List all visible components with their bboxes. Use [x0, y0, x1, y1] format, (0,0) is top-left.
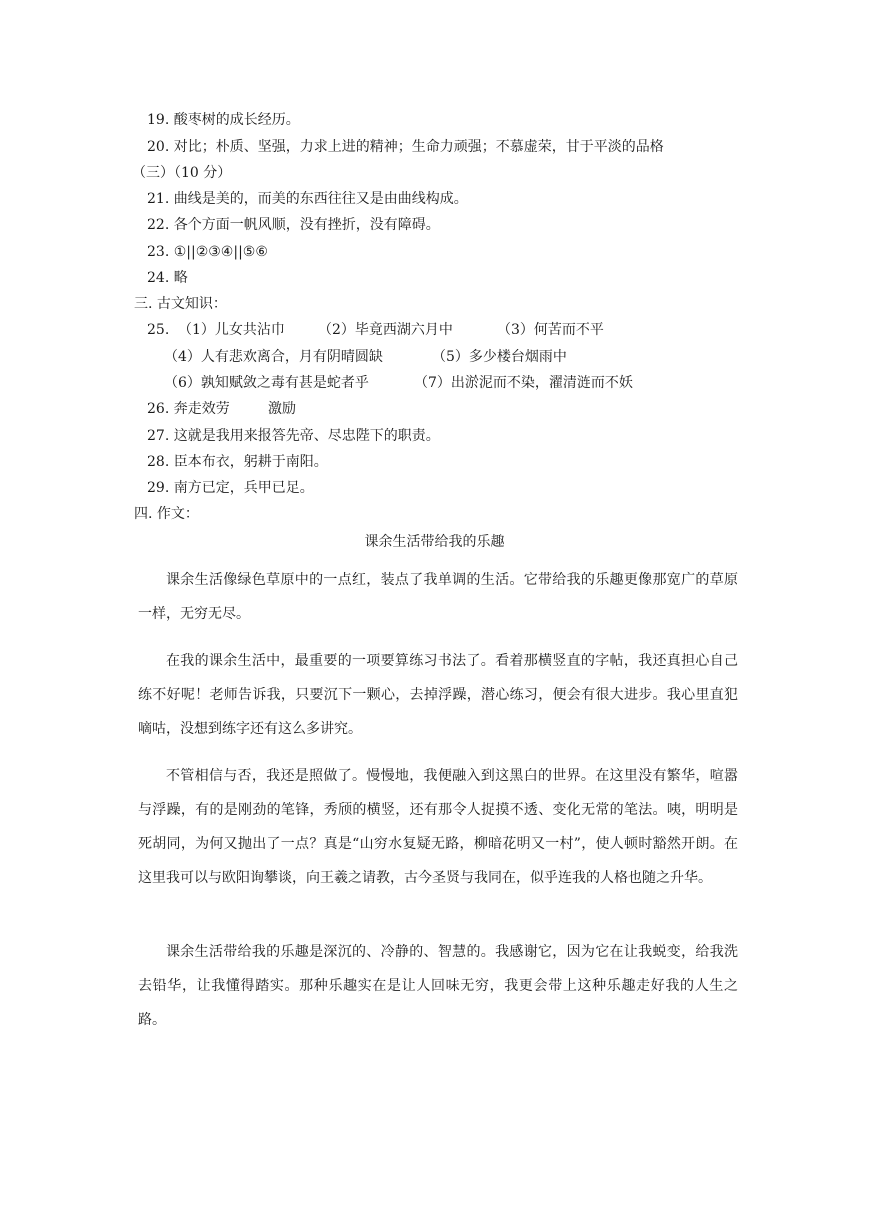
answer-21: 21. 曲线是美的，而美的东西往往又是由曲线构成。 [147, 191, 468, 207]
answer-28: 28. 臣本布衣，躬耕于南阳。 [147, 454, 328, 470]
answer-26: 26. 奔走效劳 [147, 401, 230, 417]
answer-25-item-6: （6）孰知赋敛之毒有甚是蛇者乎 [164, 375, 369, 391]
answer-27: 27. 这就是我用来报答先帝、尽忠陛下的职责。 [147, 428, 440, 444]
essay-paragraph-3: 不管相信与否，我还是照做了。慢慢地，我便融入到这黑白的世界。在这里没有繁华，喧嚣与浮躁，有的是刚劲的笔锋，秀颀的横竖，还有那令人捉摸不透、变化无常的笔法。咦，明明是死胡同，为何又抛出了一点？真是“山穷水复疑无路，柳暗花明又一村”，使人顿时豁然开朗。在这里我可以与欧阳询攀谈，向王羲之请教，古今圣贤与我同在，似乎连我的人格也随之升华。 [138, 768, 738, 886]
answer-24: 24. 略 [147, 270, 188, 286]
essay-paragraph-4: 课余生活带给我的乐趣是深沉的、冷静的、智慧的。我感谢它，因为它在让我蜕变，给我洗去铅华，让我懂得踏实。那种乐趣实在是让人回味无穷，我更会带上这种乐趣走好我的人生之路。 [138, 944, 738, 1028]
answer-20: 20. 对比；朴质、坚强，力求上进的精神；生命力顽强；不慕虚荣，甘于平淡的品格 [147, 139, 664, 155]
answer-22: 22. 各个方面一帆风顺，没有挫折，没有障碍。 [147, 217, 440, 233]
answer-29: 29. 南方已定，兵甲已足。 [147, 480, 314, 496]
essay-title: 课余生活带给我的乐趣 [364, 534, 505, 550]
essay-heading: 四. 作文： [134, 506, 199, 522]
section-3-heading: （三）（10 分） [132, 165, 232, 181]
answer-23: 23. ①||②③④||⑤⑥ [147, 244, 268, 260]
answer-26-b: 激励 [268, 401, 296, 417]
classical-heading: 三. 古文知识： [134, 296, 227, 312]
answer-25-item-1: （1）儿女共沾巾 [178, 322, 285, 338]
answer-25-item-3: （3）何苦而不平 [497, 322, 604, 338]
answer-25-label: 25. [147, 322, 170, 338]
answer-25-item-2: （2）毕竟西湖六月中 [318, 322, 453, 338]
answer-25-item-5: （5）多少楼台烟雨中 [432, 349, 567, 365]
answer-25-item-4: （4）人有悲欢离合，月有阴晴圆缺 [164, 349, 383, 365]
essay-paragraph-2: 在我的课余生活中，最重要的一项要算练习书法了。看着那横竖直的字帖，我还真担心自己练不好呢！老师告诉我，只要沉下一颗心，去掉浮躁，潜心练习，便会有很大进步。我心里直犯嘀咕，没想到练字还有这么多讲究。 [138, 653, 738, 737]
essay-paragraph-1: 课余生活像绿色草原中的一点红，装点了我单调的生活。它带给我的乐趣更像那宽广的草原一样，无穷无尽。 [138, 572, 738, 622]
answer-19: 19. 酸枣树的成长经历。 [147, 112, 300, 128]
answer-25-item-7: （7）出淤泥而不染，濯清涟而不妖 [414, 375, 633, 391]
